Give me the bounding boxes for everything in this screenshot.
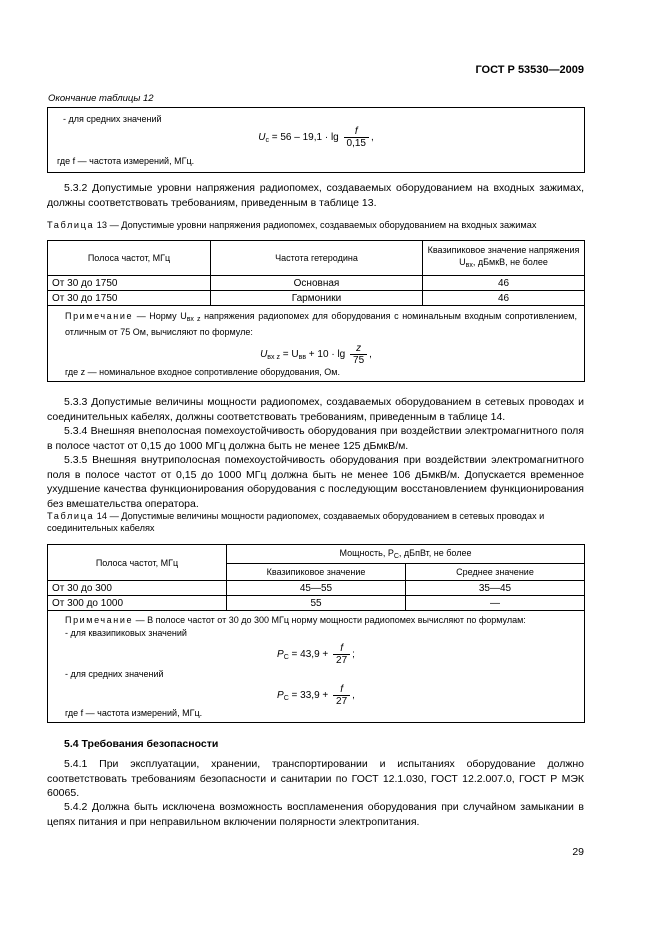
- table14-header-quasi: Квазипиковое значение: [227, 564, 406, 581]
- table14-note: Примечание — В полосе частот от 30 до 300 МГц норму мощности радиопомех вычисляют по формулам: - для квазипиковых значений $P_C = 43,9$ + $\frac{f}{27}$ ; - для средних значений $P_C = 33,9$ + $\frac{f}{27}$ , где f — частота измерений, МГц.: [48, 611, 585, 723]
- table13-caption: Таблица 13 — Допустимые уровни напряжения радиопомех, создаваемых оборудованием на входных зажимах: [47, 220, 537, 230]
- table14-cell: От 30 до 300: [48, 581, 227, 596]
- paragraph-5-3-4: 5.3.4 Внешняя внеполосная помехоустойчивость оборудования при воздействии электромагнитного поля в полосе частот от 0,15 до 1000 МГц должна быть не менее 125 дБмкВ/м.: [47, 425, 584, 452]
- table12-end-box: [47, 107, 585, 173]
- document-header: ГОСТ Р 53530—2009: [475, 64, 584, 76]
- table14-header-band: Полоса частот, МГц: [48, 545, 227, 581]
- paragraph-5-3-2: 5.3.2 Допустимые уровни напряжения радиопомех, создаваемых оборудованием на входных зажимах, должны соответствовать требованиям, приведенным в таблице 13.: [47, 182, 584, 209]
- table-row: [48, 291, 585, 306]
- table13-header-value: Квазипиковое значение напряжения $U_{вх}$, дБмкВ, не более: [423, 241, 585, 276]
- table13: [47, 240, 585, 382]
- paragraph-5-4-1: 5.4.1 При эксплуатации, хранении, транспортировании и испытаниях оборудование должно соответствовать требованиям безопасности и санитарии по ГОСТ 12.1.030, ГОСТ 12.2.007.0, ГОСТ Р МЭК 60065.: [47, 758, 584, 800]
- paragraph-5-3-3: 5.3.3 Допустимые величины мощности радиопомех, создаваемых оборудованием в сетевых проводах и соединительных кабелях, должны соответствовать требованиям, приведенным в таблице 14.: [47, 396, 584, 423]
- table13-header-band: Полоса частот, МГц: [48, 241, 211, 276]
- table12-where: где f — частота измерений, МГц.: [57, 156, 195, 166]
- table-row: [48, 276, 585, 291]
- table-row: [48, 596, 585, 611]
- section-heading-5-4: 5.4 Требования безопасности: [64, 738, 219, 750]
- table14-header-power: Мощность, $P_C$, дБпВт, не более: [227, 545, 585, 564]
- paragraph-5-4-2: 5.4.2 Должна быть исключена возможность воспламенения оборудования при случайном замыкании в цепях питания и при неправильном включении полярности электропитания.: [47, 801, 584, 828]
- table14: [47, 544, 585, 723]
- table14-cell: 35—45: [406, 581, 585, 596]
- table14-cell: —: [406, 596, 585, 611]
- table14-caption: Таблица 14 — Допустимые величины мощности радиопомех, создаваемых оборудованием в сетевых проводах и соединительных кабелях: [47, 511, 545, 533]
- table14-header-avg: Среднее значение: [406, 564, 585, 581]
- table13-cell: От 30 до 1750: [48, 276, 211, 291]
- table-row: [48, 581, 585, 596]
- table13-cell: Основная: [211, 276, 423, 291]
- table13-cell: От 30 до 1750: [48, 291, 211, 306]
- page-number: 29: [572, 846, 584, 858]
- table13-cell: 46: [423, 291, 585, 306]
- table12-caption: Окончание таблицы 12: [48, 93, 154, 104]
- table13-cell: 46: [423, 276, 585, 291]
- table13-header-lo: Частота гетеродина: [211, 241, 423, 276]
- table13-cell: Гармоники: [211, 291, 423, 306]
- table14-cell: 55: [227, 596, 406, 611]
- table13-note: Примечание — Норму $U_{вх z}$ напряжения радиопомех для оборудования с номинальным входным сопротивлением, отличным от 75 Ом, вычисляют по формуле: $U_{вх z} = U_{вв} + 10 \cdot \lg$ $\frac{z}{75}$ , где z — номинальное входное сопротивление оборудования, Ом.: [48, 306, 585, 382]
- table14-cell: От 300 до 1000: [48, 596, 227, 611]
- table14-cell: 45—55: [227, 581, 406, 596]
- table12-formula: $U_c = 56 - 19,1 \cdot \lg$ $\frac{f}{0,15}$ ,: [258, 126, 374, 149]
- paragraph-5-3-5: 5.3.5 Внешняя внутриполосная помехоустойчивость оборудования при воздействии электромагнитного поля в полосе частот от 0,15 до 1000 МГц должна быть не менее 106 дБмкВ/м. Допускается временное ухудшение качества функционирования оборудования с последующим восстановлением функционирования без вмешательства оператора.: [47, 454, 584, 510]
- table12-avg-label: - для средних значений: [63, 114, 162, 124]
